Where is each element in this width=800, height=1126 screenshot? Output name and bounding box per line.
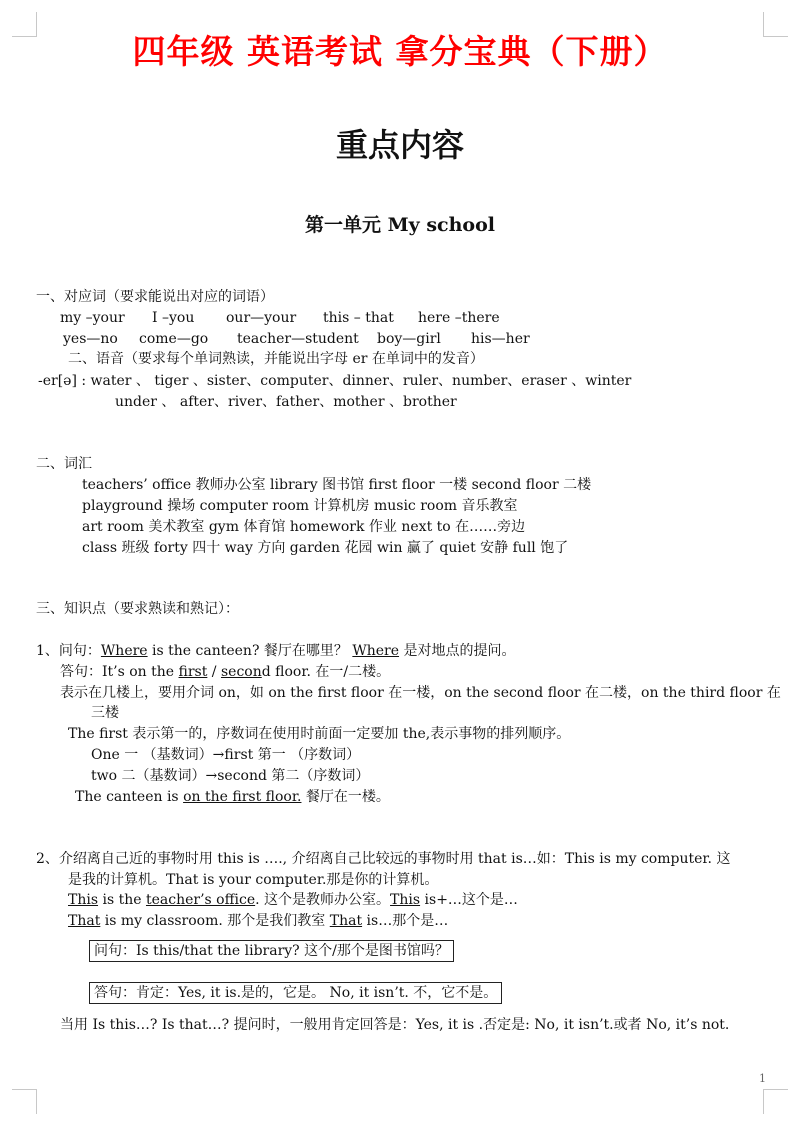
antonym-pair: teacher—student	[237, 331, 359, 347]
page-number: 1	[759, 1072, 766, 1085]
point-1-ordinal-note: The first 表示第一的，序数词在使用时前面一定要加 the,表示事物的排列顺序。	[68, 726, 571, 742]
point-1-explanation-cont: 三楼	[91, 705, 119, 721]
pronunciation-line: -er[ə] : water 、 tiger 、sister、computer、dinner、ruler、number、eraser 、winter	[38, 373, 632, 389]
vocabulary-line: art room 美术教室 gym 体育馆 homework 作业 next to 在……旁边	[82, 519, 526, 535]
point-2-intro-cont: 是我的计算机。That is your computer.那是你的计算机。	[68, 872, 439, 888]
unit-title: 第一单元 My school	[305, 214, 495, 236]
section-heading-knowledge: 三、知识点（要求熟读和熟记）：	[36, 601, 239, 617]
antonym-pair: here –there	[418, 310, 500, 326]
antonym-pair: his—her	[471, 331, 530, 347]
antonym-pair: this – that	[323, 310, 394, 326]
point-2-answer-rule: 当用 Is this…? Is that…? 提问时，一般用肯定回答是：Yes, it is .否定是: No, it isn’t.或者 No, it’s not.	[60, 1017, 730, 1033]
point-1-example-sentence: The canteen is on the first floor. 餐厅在一楼。	[75, 789, 390, 805]
point-2-intro: 2、介绍离自己近的事物时用 this is …., 介绍离自己比较远的事物时用 that is…如：This is my computer. 这	[36, 851, 731, 867]
document-title: 四年级 英语考试 拿分宝典（下册）	[132, 32, 668, 71]
section-heading-vocabulary: 二、词汇	[36, 456, 92, 472]
section-heading-antonyms: 一、对应词（要求能说出对应的词语）	[36, 289, 274, 305]
point-1-question: 1、问句：Where is the canteen? 餐厅在哪里？ Where 是对地点的提问。	[36, 643, 516, 659]
pronunciation-line: under 、 after、river、father、mother 、brother	[115, 394, 457, 410]
antonym-pair: my –your	[60, 310, 125, 326]
section-heading-pronunciation: 二、语音（要求每个单词熟读，并能说出字母 er 在单词中的发音）	[68, 351, 484, 367]
point-1-explanation: 表示在几楼上，要用介词 on，如 on the first floor 在一楼，on the second floor 在二楼，on the third floor 在	[60, 685, 781, 701]
point-1-answer: 答句：It’s on the first / second floor. 在一/二楼。	[60, 664, 391, 680]
point-2-that-example: That is my classroom. 那个是我们教室 That is…那个是…	[68, 913, 449, 929]
antonym-pair: come—go	[139, 331, 209, 347]
boxed-question: 问句：Is this/that the library? 这个/那个是图书馆吗？	[89, 940, 454, 962]
antonym-pair: our—your	[226, 310, 297, 326]
section-title: 重点内容	[335, 126, 464, 164]
vocabulary-line: teachers’ office 教师办公室 library 图书馆 first floor 一楼 second floor 二楼	[82, 477, 592, 493]
antonym-pair: I –you	[152, 310, 195, 326]
page-corner-mark	[12, 1089, 37, 1114]
vocabulary-line: class 班级 forty 四十 way 方向 garden 花园 win 赢了 quiet 安静 full 饱了	[82, 540, 569, 556]
antonym-pair: yes—no	[63, 331, 118, 347]
point-2-this-example: This is the teacher’s office. 这个是教师办公室。This is+…这个是…	[68, 892, 518, 908]
point-1-example-two: two 二（基数词）→second 第二（序数词）	[91, 768, 370, 784]
antonym-pair: boy—girl	[377, 331, 441, 347]
point-1-example-one: One 一 （基数词）→first 第一 （序数词）	[91, 747, 361, 763]
vocabulary-line: playground 操场 computer room 计算机房 music room 音乐教室	[82, 498, 518, 514]
boxed-answer: 答句：肯定：Yes, it is.是的，它是。 No, it isn’t. 不，它不是。	[89, 982, 502, 1004]
page-corner-mark	[763, 1089, 788, 1114]
